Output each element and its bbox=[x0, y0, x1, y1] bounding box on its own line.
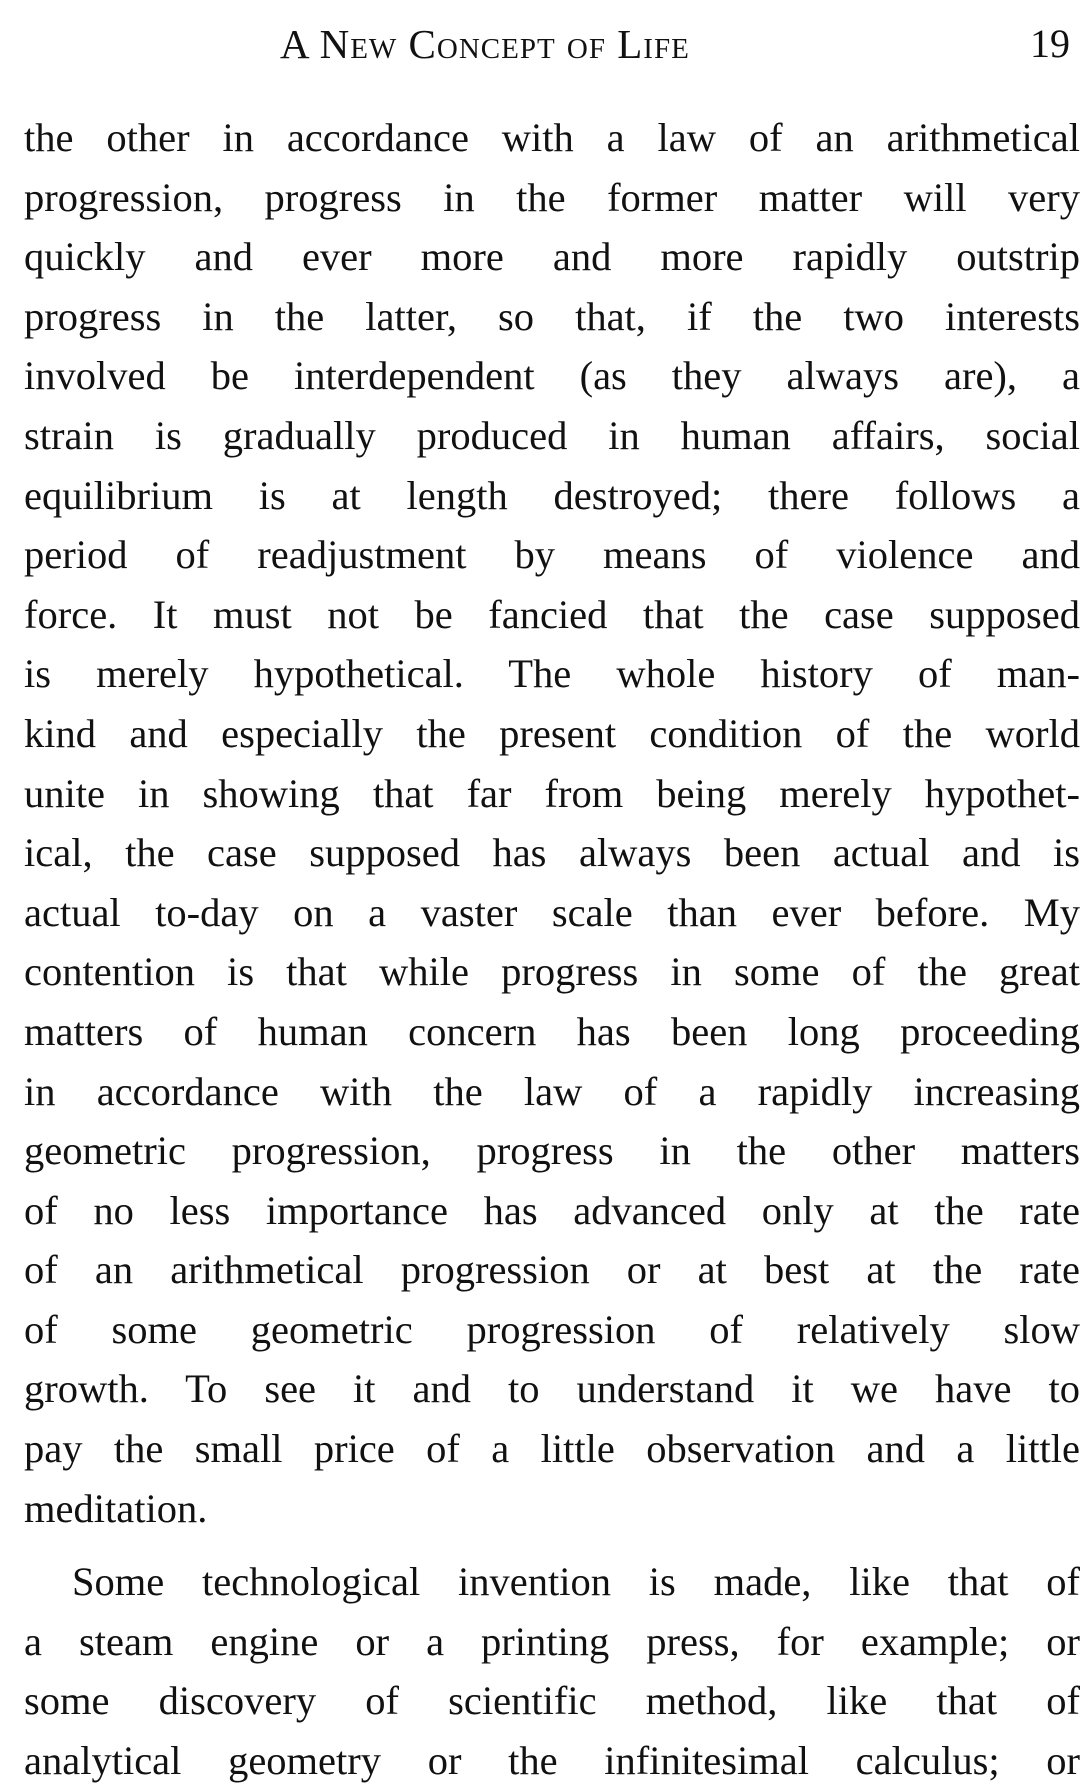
text-line: is merely hypothetical. The whole history of man- bbox=[24, 651, 1080, 697]
text-line: strain is gradually produced in human affairs, social bbox=[24, 412, 1080, 458]
text-line: a steam engine or a printing press, for example; or bbox=[24, 1618, 1080, 1664]
text-line: unite in showing that far from being merely hypothet- bbox=[24, 770, 1080, 816]
paragraph-2 bbox=[24, 1552, 1080, 1790]
text-line: pay the small price of a little observation and a little bbox=[24, 1426, 1080, 1472]
text-line: of some geometric progression of relatively slow bbox=[24, 1306, 1080, 1352]
body-text bbox=[24, 108, 1080, 1791]
text-line: the other in accordance with a law of an arithmetical bbox=[24, 115, 1080, 160]
text-line: involved be interdependent (as they always are), a bbox=[24, 353, 1080, 399]
text-line: of an arithmetical progression or at best at the rate bbox=[24, 1247, 1080, 1293]
text-line: ical, the case supposed has always been actual and is bbox=[24, 830, 1080, 876]
text-line: progress in the latter, so that, if the two interests bbox=[24, 293, 1080, 339]
text-line: period of readjustment by means of violence and bbox=[24, 532, 1080, 578]
text-line: actual to-day on a vaster scale than ever before. My bbox=[24, 889, 1080, 935]
text-line: some discovery of scientific method, like that of bbox=[24, 1678, 1080, 1724]
text-line: meditation. bbox=[24, 1485, 208, 1531]
running-head bbox=[0, 18, 1090, 78]
text-line: force. It must not be fancied that the case supposed bbox=[24, 591, 1080, 637]
text-line: analytical geometry or the infinitesimal calculus; or bbox=[24, 1738, 1080, 1784]
page-number: 19 bbox=[1030, 21, 1070, 66]
text-line: in accordance with the law of a rapidly increasing bbox=[24, 1068, 1080, 1114]
text-line: kind and especially the present condition of the world bbox=[24, 710, 1080, 756]
text-line: equilibrium is at length destroyed; there follows a bbox=[24, 472, 1080, 518]
text-line: quickly and ever more and more rapidly outstrip bbox=[24, 234, 1080, 280]
text-line: matters of human concern has been long proceeding bbox=[24, 1008, 1080, 1054]
text-line: Some technological invention is made, like that of bbox=[72, 1559, 1080, 1605]
paragraph-gap bbox=[24, 1538, 1080, 1552]
text-line: of no less importance has advanced only at the rate bbox=[24, 1187, 1080, 1233]
text-line: contention is that while progress in some of the great bbox=[24, 949, 1080, 995]
text-line: progression, progress in the former matter will very bbox=[24, 174, 1080, 220]
running-title: A New Concept of Life bbox=[280, 21, 690, 67]
text-line: growth. To see it and to understand it we have to bbox=[24, 1366, 1080, 1412]
text-line: geometric progression, progress in the other matters bbox=[24, 1128, 1080, 1174]
paragraph-1 bbox=[24, 108, 1080, 1538]
